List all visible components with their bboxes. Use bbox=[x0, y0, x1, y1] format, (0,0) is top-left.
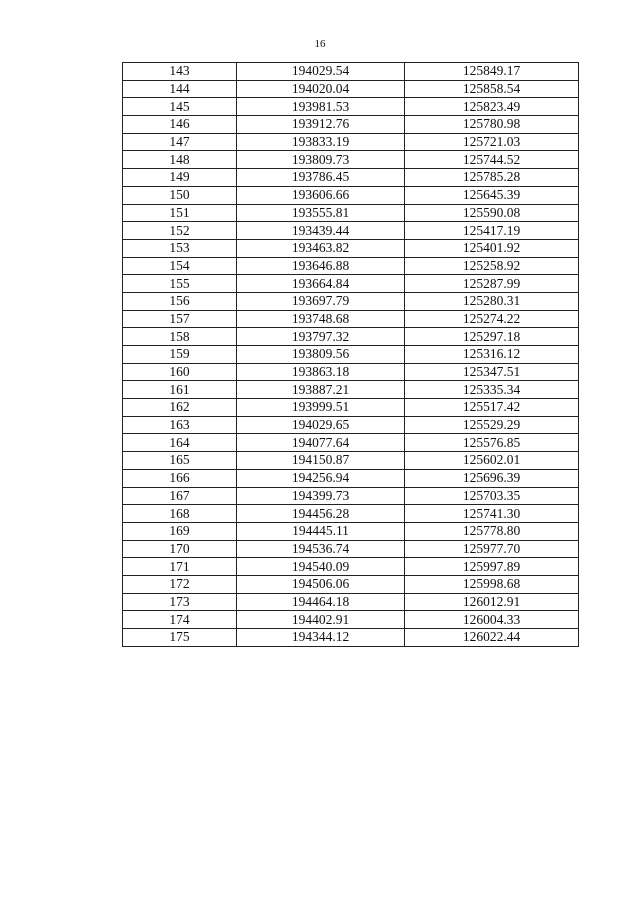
table-row bbox=[123, 98, 579, 116]
table-row bbox=[123, 575, 579, 593]
table-row bbox=[123, 63, 579, 81]
x-coordinate-cell: 194456.28 bbox=[237, 505, 405, 523]
point-number-cell: 158 bbox=[123, 328, 237, 346]
table-row bbox=[123, 292, 579, 310]
point-number-cell: 143 bbox=[123, 63, 237, 81]
table-row bbox=[123, 399, 579, 417]
x-coordinate-cell: 193606.66 bbox=[237, 186, 405, 204]
table-row bbox=[123, 540, 579, 558]
x-coordinate-cell: 194445.11 bbox=[237, 522, 405, 540]
x-coordinate-cell: 193664.84 bbox=[237, 275, 405, 293]
x-coordinate-cell: 193863.18 bbox=[237, 363, 405, 381]
point-number-cell: 149 bbox=[123, 169, 237, 187]
x-coordinate-cell: 194020.04 bbox=[237, 80, 405, 98]
y-coordinate-cell: 125997.89 bbox=[405, 558, 579, 576]
y-coordinate-cell: 125703.35 bbox=[405, 487, 579, 505]
table-row bbox=[123, 310, 579, 328]
y-coordinate-cell: 125785.28 bbox=[405, 169, 579, 187]
y-coordinate-cell: 125721.03 bbox=[405, 133, 579, 151]
x-coordinate-cell: 194506.06 bbox=[237, 575, 405, 593]
point-number-cell: 166 bbox=[123, 469, 237, 487]
table-row bbox=[123, 363, 579, 381]
table-row bbox=[123, 169, 579, 187]
page-number: 16 bbox=[314, 38, 326, 50]
y-coordinate-cell: 125590.08 bbox=[405, 204, 579, 222]
y-coordinate-cell: 125529.29 bbox=[405, 416, 579, 434]
x-coordinate-cell: 194029.54 bbox=[237, 63, 405, 81]
point-number-cell: 152 bbox=[123, 222, 237, 240]
x-coordinate-cell: 194536.74 bbox=[237, 540, 405, 558]
point-number-cell: 146 bbox=[123, 116, 237, 134]
x-coordinate-cell: 194029.65 bbox=[237, 416, 405, 434]
table-row bbox=[123, 328, 579, 346]
x-coordinate-cell: 193981.53 bbox=[237, 98, 405, 116]
x-coordinate-cell: 194256.94 bbox=[237, 469, 405, 487]
x-coordinate-cell: 194402.91 bbox=[237, 611, 405, 629]
y-coordinate-cell: 126022.44 bbox=[405, 629, 579, 647]
table-row bbox=[123, 487, 579, 505]
y-coordinate-cell: 125778.80 bbox=[405, 522, 579, 540]
point-number-cell: 168 bbox=[123, 505, 237, 523]
y-coordinate-cell: 126004.33 bbox=[405, 611, 579, 629]
table-row bbox=[123, 434, 579, 452]
y-coordinate-cell: 125744.52 bbox=[405, 151, 579, 169]
x-coordinate-cell: 193887.21 bbox=[237, 381, 405, 399]
table-row bbox=[123, 80, 579, 98]
x-coordinate-cell: 193646.88 bbox=[237, 257, 405, 275]
point-number-cell: 170 bbox=[123, 540, 237, 558]
point-number-cell: 151 bbox=[123, 204, 237, 222]
y-coordinate-cell: 125858.54 bbox=[405, 80, 579, 98]
x-coordinate-cell: 193555.81 bbox=[237, 204, 405, 222]
table-row bbox=[123, 239, 579, 257]
point-number-cell: 165 bbox=[123, 452, 237, 470]
y-coordinate-cell: 125645.39 bbox=[405, 186, 579, 204]
y-coordinate-cell: 125417.19 bbox=[405, 222, 579, 240]
y-coordinate-cell: 126012.91 bbox=[405, 593, 579, 611]
point-number-cell: 174 bbox=[123, 611, 237, 629]
table-row bbox=[123, 558, 579, 576]
point-number-cell: 167 bbox=[123, 487, 237, 505]
point-number-cell: 157 bbox=[123, 310, 237, 328]
x-coordinate-cell: 193439.44 bbox=[237, 222, 405, 240]
x-coordinate-cell: 193809.56 bbox=[237, 346, 405, 364]
table-row bbox=[123, 381, 579, 399]
table-row bbox=[123, 257, 579, 275]
point-number-cell: 159 bbox=[123, 346, 237, 364]
y-coordinate-cell: 125849.17 bbox=[405, 63, 579, 81]
y-coordinate-cell: 125280.31 bbox=[405, 292, 579, 310]
y-coordinate-cell: 125316.12 bbox=[405, 346, 579, 364]
point-number-cell: 160 bbox=[123, 363, 237, 381]
y-coordinate-cell: 125335.34 bbox=[405, 381, 579, 399]
x-coordinate-cell: 194077.64 bbox=[237, 434, 405, 452]
table-row bbox=[123, 275, 579, 293]
y-coordinate-cell: 125780.98 bbox=[405, 116, 579, 134]
table-row bbox=[123, 222, 579, 240]
table-row bbox=[123, 204, 579, 222]
table-row bbox=[123, 416, 579, 434]
point-number-cell: 163 bbox=[123, 416, 237, 434]
y-coordinate-cell: 125258.92 bbox=[405, 257, 579, 275]
coordinate-table bbox=[122, 62, 579, 647]
y-coordinate-cell: 125287.99 bbox=[405, 275, 579, 293]
x-coordinate-cell: 193912.76 bbox=[237, 116, 405, 134]
point-number-cell: 153 bbox=[123, 239, 237, 257]
table-row bbox=[123, 116, 579, 134]
point-number-cell: 156 bbox=[123, 292, 237, 310]
x-coordinate-cell: 194150.87 bbox=[237, 452, 405, 470]
y-coordinate-cell: 125696.39 bbox=[405, 469, 579, 487]
x-coordinate-cell: 193786.45 bbox=[237, 169, 405, 187]
y-coordinate-cell: 125977.70 bbox=[405, 540, 579, 558]
y-coordinate-cell: 125401.92 bbox=[405, 239, 579, 257]
table-row bbox=[123, 593, 579, 611]
x-coordinate-cell: 194399.73 bbox=[237, 487, 405, 505]
point-number-cell: 150 bbox=[123, 186, 237, 204]
table-row bbox=[123, 522, 579, 540]
x-coordinate-cell: 193833.19 bbox=[237, 133, 405, 151]
point-number-cell: 144 bbox=[123, 80, 237, 98]
table-row bbox=[123, 186, 579, 204]
point-number-cell: 154 bbox=[123, 257, 237, 275]
x-coordinate-cell: 194344.12 bbox=[237, 629, 405, 647]
y-coordinate-cell: 125998.68 bbox=[405, 575, 579, 593]
coordinate-table-body bbox=[123, 63, 579, 647]
point-number-cell: 171 bbox=[123, 558, 237, 576]
y-coordinate-cell: 125823.49 bbox=[405, 98, 579, 116]
y-coordinate-cell: 125576.85 bbox=[405, 434, 579, 452]
point-number-cell: 145 bbox=[123, 98, 237, 116]
x-coordinate-cell: 193697.79 bbox=[237, 292, 405, 310]
point-number-cell: 172 bbox=[123, 575, 237, 593]
point-number-cell: 164 bbox=[123, 434, 237, 452]
x-coordinate-cell: 193797.32 bbox=[237, 328, 405, 346]
table-row bbox=[123, 346, 579, 364]
point-number-cell: 148 bbox=[123, 151, 237, 169]
y-coordinate-cell: 125274.22 bbox=[405, 310, 579, 328]
y-coordinate-cell: 125297.18 bbox=[405, 328, 579, 346]
table-row bbox=[123, 611, 579, 629]
table-row bbox=[123, 629, 579, 647]
table-row bbox=[123, 469, 579, 487]
x-coordinate-cell: 193748.68 bbox=[237, 310, 405, 328]
table-row bbox=[123, 133, 579, 151]
point-number-cell: 161 bbox=[123, 381, 237, 399]
x-coordinate-cell: 193999.51 bbox=[237, 399, 405, 417]
x-coordinate-cell: 193463.82 bbox=[237, 239, 405, 257]
point-number-cell: 162 bbox=[123, 399, 237, 417]
point-number-cell: 173 bbox=[123, 593, 237, 611]
table-row bbox=[123, 452, 579, 470]
y-coordinate-cell: 125347.51 bbox=[405, 363, 579, 381]
table-row bbox=[123, 505, 579, 523]
y-coordinate-cell: 125602.01 bbox=[405, 452, 579, 470]
point-number-cell: 169 bbox=[123, 522, 237, 540]
y-coordinate-cell: 125517.42 bbox=[405, 399, 579, 417]
point-number-cell: 155 bbox=[123, 275, 237, 293]
point-number-cell: 175 bbox=[123, 629, 237, 647]
x-coordinate-cell: 194464.18 bbox=[237, 593, 405, 611]
x-coordinate-cell: 193809.73 bbox=[237, 151, 405, 169]
x-coordinate-cell: 194540.09 bbox=[237, 558, 405, 576]
y-coordinate-cell: 125741.30 bbox=[405, 505, 579, 523]
table-row bbox=[123, 151, 579, 169]
point-number-cell: 147 bbox=[123, 133, 237, 151]
